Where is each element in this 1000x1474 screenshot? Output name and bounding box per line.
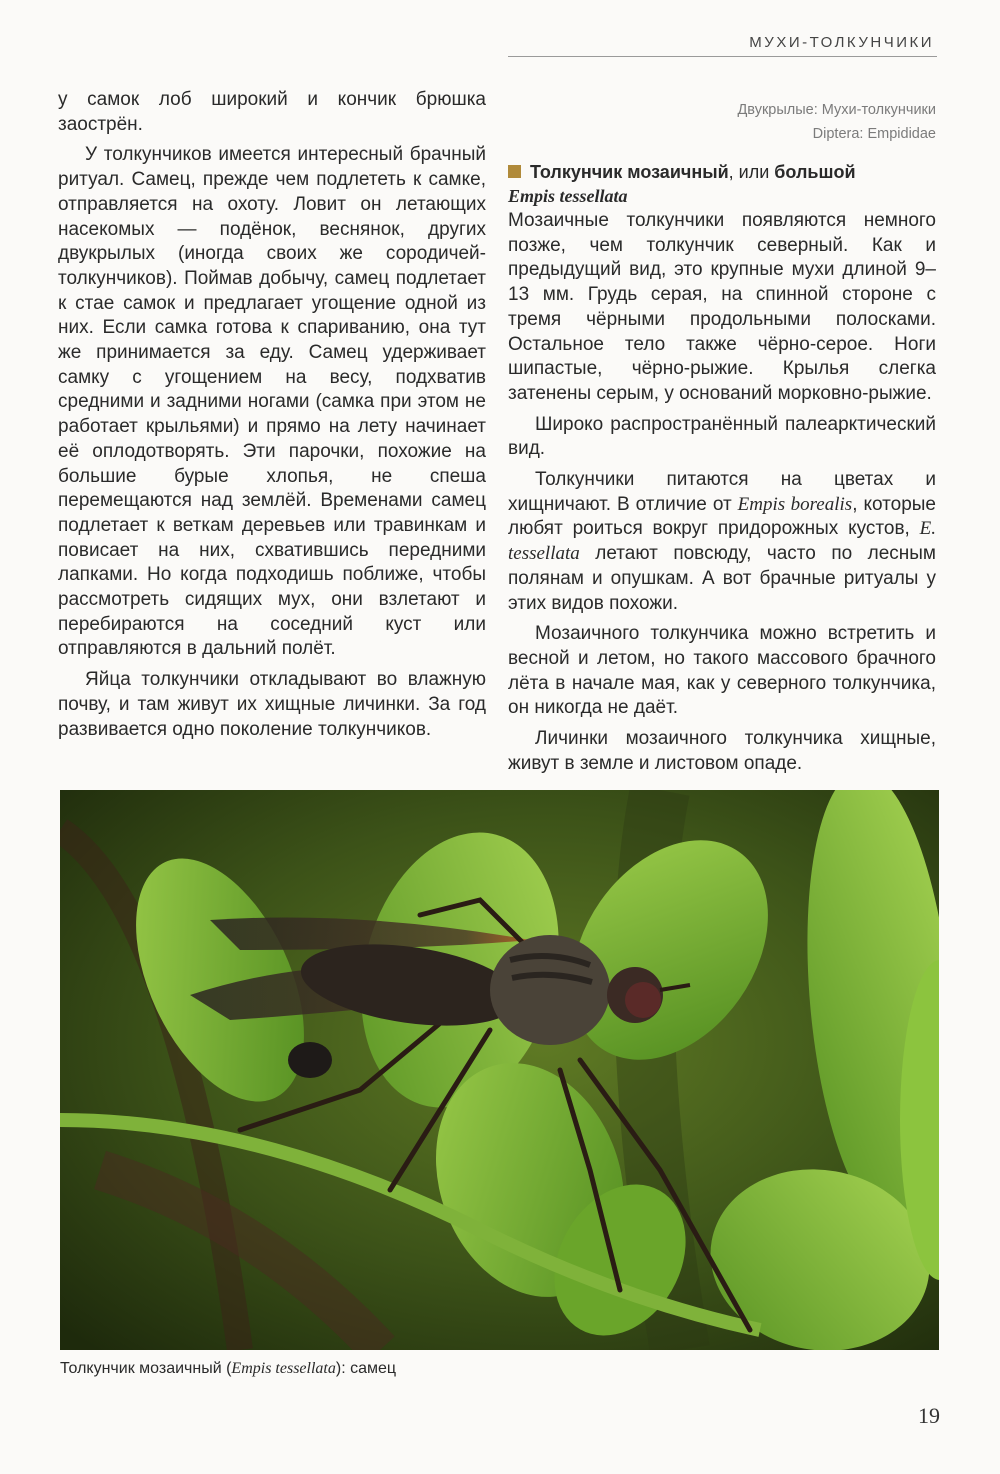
left-column [58,88,486,742]
header-rule [508,56,937,57]
caption-latin: Empis tessellata [231,1360,336,1377]
fly-photo [60,790,939,1350]
paragraph [508,468,936,616]
species-name: Толкунчик мозаичный [530,162,729,182]
species-alt-name: большой [774,162,856,182]
text-run: Толкунчики питаются на цветах и хищничают. В отличие от [508,469,936,515]
section-marker-icon [508,165,521,178]
species-title-connector: , или [728,162,775,182]
paragraph: Мозаичного толкунчика можно встретить и весной и летом, но такого массового брачного лёта в начале мая, как у северного толкунчика, он никогда не даёт. [508,623,936,719]
paragraph: Широко распространённый палеарктический вид. [508,413,936,460]
taxonomy-ru: Двукрылые: Мухи-толкунчики [737,102,936,118]
paragraph: Мозаичные толкунчики появляются немного позже, чем толкунчик северный. Как и предыдущий вид, это крупные мухи длиной 9–13 мм. Грудь серая, на спинной стороне с тремя чёрными продольными полосками. Остальное тело также чёрно-серое. Ноги шипастые, чёрно-рыжие. Крылья слегка затенены серым, у оснований морковно-рыжие. [508,210,936,404]
species-title [508,160,936,184]
species-latin-name: Empis tessellata [508,186,628,206]
caption-text: ): самец [335,1360,397,1377]
paragraph: Яйца толкунчики откладывают во влажную почву, и там живут их хищные личинки. За год развивается одно поколение толкунчиков. [58,669,486,740]
right-column [508,98,936,776]
running-head: МУХИ-ТОЛКУНЧИКИ [749,34,934,51]
paragraph: У толкунчиков имеется интересный брачный ритуал. Самец, прежде чем подлететь к самке, отправляется на охоту. Ловит он летающих насекомых — подёнок, веснянок, других двукрылых (иногда своих же сородичей-толкунчиков). Поймав добычу, самец подлетает к стае самок и предлагает угощение одной из них. Если самка готова к спариванию, она тут же принимается за еду. Самец удерживает самку с угощением на весу, подхватив средними и задними ногами (самка при этом не работает крыльями) и прямо на лету начинает её оплодотворять. Эти парочки, похожие на большие бурые хлопья, не спеша перемещаются над землёй. Временами самец подлетает к веткам деревьев или травинкам и повисает на них, схватившись передними лапками. Но когда подходишь поближе, чтобы рассмотреть сидящих мух, они взлетают и перебираются на соседний куст или отправляются в дальний полёт. [58,144,486,660]
page-number: 19 [918,1403,940,1428]
taxonomy [508,98,936,146]
caption-text: Толкунчик мозаичный ( [60,1360,232,1377]
latin-name: E. tessellata [508,518,936,565]
latin-name: Empis borealis [737,493,853,515]
fly-illustration [60,790,939,1350]
photo-caption [60,1360,396,1378]
paragraph: у самок лоб широкий и кончик брюшка заострён. [58,89,486,135]
taxonomy-lat: Diptera: Empididae [812,126,936,142]
paragraph: Личинки мозаичного толкунчика хищные, живут в земле и листовом опаде. [508,728,936,774]
text-run: летают повсюду, часто по лесным полянам и опушкам. А вот брачные ритуалы у этих видов похожи. [508,543,936,614]
text-run: , которые любят роиться вокруг придорожных кустов, [508,493,936,540]
